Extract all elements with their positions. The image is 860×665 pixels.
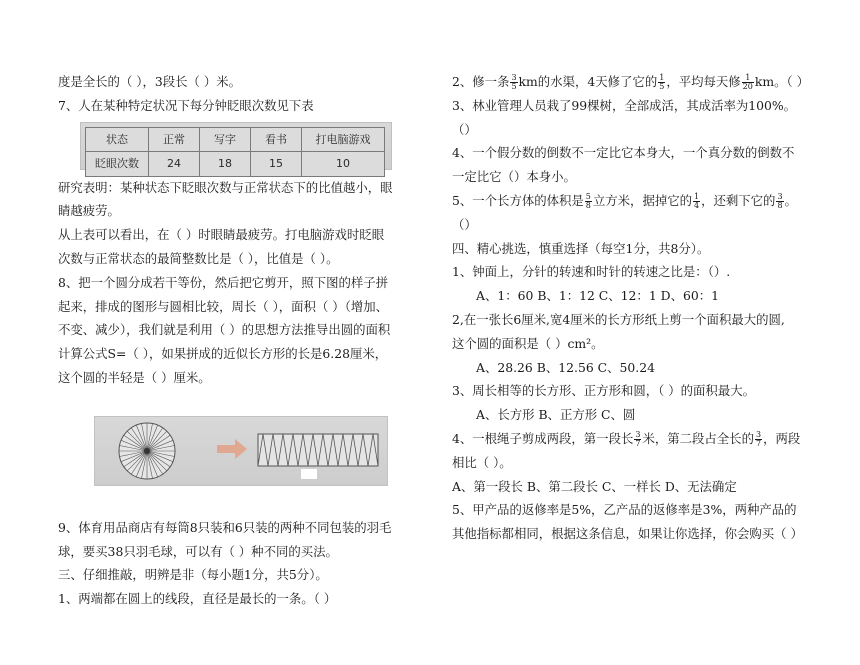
denominator: 4	[694, 200, 700, 210]
choice-options: A、长方形 B、正方形 C、圆	[476, 407, 636, 423]
text-segment: 5、一个长方体的体积是	[452, 192, 584, 208]
fill-blank-line: 度是全长的（ ），3段长（ ）米。	[58, 74, 242, 89]
white-patch	[301, 469, 317, 479]
choice-question-2: 2,在一张长6厘米,宽4厘米的长方形纸上剪一个面积最大的圆,	[452, 311, 785, 327]
choice-question-1: 1、钟面上，分针的转速和时针的转速之比是：（）.	[452, 264, 731, 280]
answer-bracket: （）	[452, 121, 477, 137]
fraction	[755, 431, 762, 448]
text-segment: km。（ ）	[754, 74, 810, 89]
right-column	[452, 70, 810, 546]
text-segment: 米，第二段占全长的	[642, 430, 754, 446]
denominator: 20	[742, 82, 753, 91]
numerator: 5	[585, 191, 591, 201]
judge-question-2	[452, 70, 810, 94]
choice-question-5: 5、甲产品的返修率是5%，乙产品的返修率是3%，两种产品的	[452, 502, 797, 518]
table-cell: 24	[149, 152, 200, 177]
text-segment: 4、一根绳子剪成两段，第一段长	[452, 430, 634, 446]
choice-question-5-cont: 其他指标都相同，根据这条信息，如果让你选择，你会购买（ ）	[452, 526, 803, 542]
fraction	[585, 193, 592, 210]
section-3-heading: 三、仔细推敲，明辨是非（每小题1分，共5分）。	[58, 567, 328, 583]
choice-question-2-cont: 这个圆的面积是（ ）cm²。	[452, 335, 604, 351]
judge-question-3: 3、林业管理人员栽了99棵树，全部成活，其成活率为100%。	[452, 97, 797, 113]
choice-question-3: 3、周长相等的长方形、正方形和圆，（ ）的面积最大。	[452, 383, 755, 399]
question-7-title: 7、人在某种特定状况下每分钟眨眼次数见下表	[58, 97, 314, 113]
denominator: 5	[511, 82, 517, 91]
table-cell: 15	[251, 152, 302, 177]
choice-options: A、28.26 B、12.56 C、50.24	[476, 359, 655, 375]
answer-bracket: （）	[452, 216, 477, 232]
blink-table-photo	[80, 122, 392, 170]
table-cell: 10	[302, 152, 385, 177]
circle-cut-figure	[94, 416, 388, 486]
judge-question-4: 4、一个假分数的倒数不一定比它本身大，一个真分数的倒数不	[452, 145, 795, 161]
question-8-text: 8、把一个圆分成若干等份，然后把它剪开，照下图的样子拼起来，排成的图形与圆相比较，周长（ ），面积（ ）（增加、不变、减少），我们就是利用（ ）的思想方法推导出圆的面积计算公式S=（ ），如果拼成的近似长方形的长是6.28厘米，这个圆的半轻是（ ）厘米。	[58, 274, 391, 385]
text-segment: 2、修一条	[452, 74, 510, 89]
arrow-right-icon	[217, 439, 247, 459]
sectored-circle-image	[117, 421, 177, 481]
table-header-cell: 写字	[200, 127, 251, 152]
fraction	[510, 74, 517, 91]
question-7-blanks: 从上表可以看出，在（ ）时眼睛最疲劳。打电脑游戏时眨眼次数与正常状态的最简整数比是（ ），比值是（ ）。	[58, 227, 385, 266]
numerator: 3	[777, 191, 783, 201]
text-segment: 立方米，据掉它的	[592, 192, 693, 208]
left-column	[58, 70, 393, 611]
numerator: 3	[755, 429, 762, 439]
table-header-cell: 打电脑游戏	[302, 127, 385, 152]
text-segment: ，还剩下它的	[701, 192, 776, 208]
judge-question-4-cont: 一定比它（）本身小。	[452, 169, 576, 185]
text-segment: 。	[784, 192, 797, 208]
fraction	[742, 74, 754, 91]
fraction	[693, 193, 700, 210]
text-segment: ，平均每天修	[666, 74, 741, 89]
choice-question-4	[452, 427, 804, 451]
choice-options: A、第一段长 B、第二段长 C、一样长 D、无法确定	[452, 478, 737, 494]
fraction	[776, 193, 783, 210]
table-header-cell: 看书	[251, 127, 302, 152]
choice-options: A、1：60 B、1：12 C、12：1 D、60：1	[476, 288, 720, 304]
table-header-cell: 正常	[149, 127, 200, 152]
question-9-text: 9、体育用品商店有每筒8只装和6只装的两种不同包装的羽毛球，要买38只羽毛球，可以有（ ）种不同的买法。	[58, 519, 392, 559]
text-segment: km的水渠，4天修了它的	[518, 74, 658, 89]
denominator: 7	[635, 438, 641, 448]
denominator: 7	[755, 438, 762, 448]
blink-table	[85, 127, 385, 178]
numerator: 3	[635, 429, 641, 439]
judge-question-1: 1、两端都在圆上的线段，直径是最长的一条。（ ）	[58, 591, 337, 607]
choice-question-4-cont: 相比（ ）。	[452, 454, 512, 470]
table-row	[86, 152, 385, 177]
fraction	[634, 431, 641, 448]
numerator: 1	[659, 73, 665, 82]
table-header-row	[86, 127, 385, 152]
table-header-cell: 状态	[86, 127, 149, 152]
denominator: 8	[585, 200, 591, 210]
question-7-text: 研究表明：某种状态下眨眼次数与正常状态下的比值越小，眼睛越疲劳。	[58, 179, 393, 219]
fraction	[658, 74, 665, 91]
table-cell: 18	[200, 152, 251, 177]
numerator: 1	[742, 74, 754, 83]
section-4-heading: 四、精心挑选，慎重选择（每空1分，共8分）。	[452, 240, 710, 256]
text-segment: ，两段	[763, 430, 801, 446]
judge-question-5	[452, 189, 804, 213]
numerator: 1	[694, 191, 700, 201]
denominator: 5	[659, 82, 665, 91]
numerator: 3	[511, 73, 517, 82]
denominator: 8	[777, 200, 783, 210]
table-cell: 眨眼次数	[86, 152, 149, 177]
rearranged-rectangle-image	[257, 433, 379, 467]
